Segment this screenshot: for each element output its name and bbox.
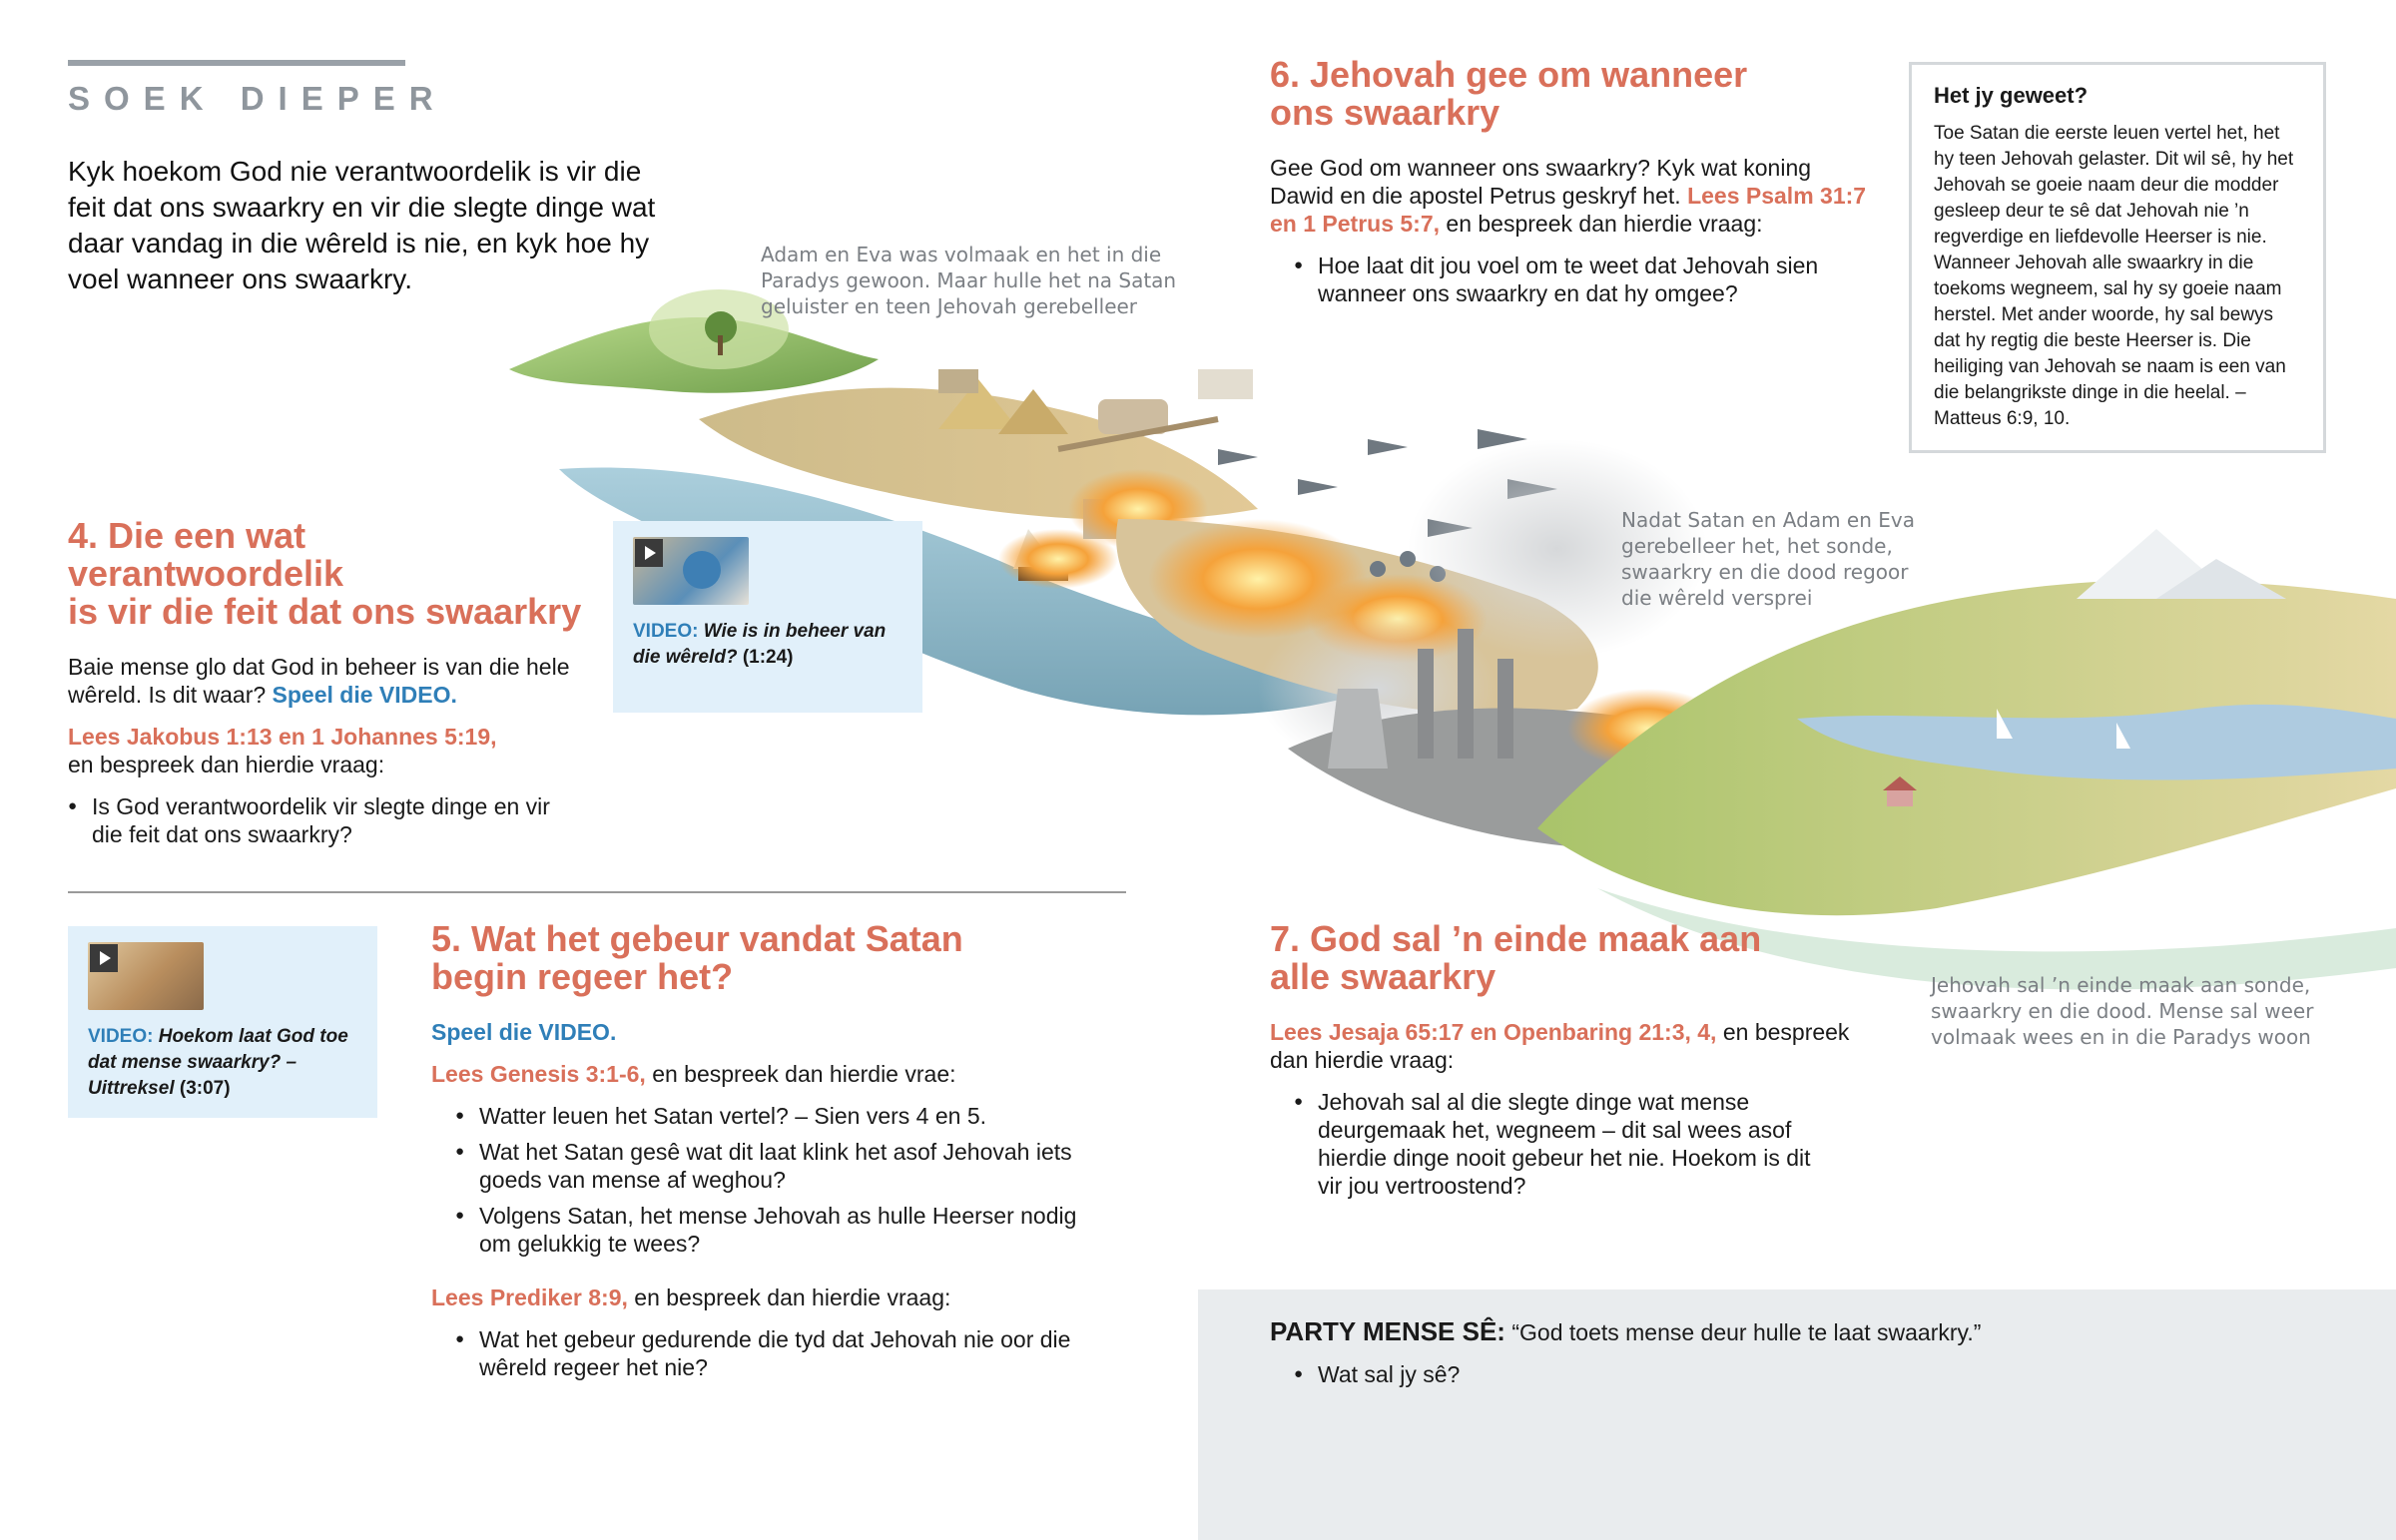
reading-instruction: en bespreek dan hierdie vraag:: [68, 752, 385, 777]
section-6-questions: [1270, 252, 1869, 307]
title-line: 6. Jehovah gee om wanneer: [1270, 54, 1748, 95]
reading-instruction: en bespreek dan hierdie vraag:: [1446, 211, 1763, 237]
some-people-say-label: PARTY MENSE SÊ:: [1270, 1316, 1505, 1346]
intro-paragraph: Kyk hoekom God nie verantwoordelik is vir die feit dat ons swaarkry en vir die slegte dinge wat daar vandag in die wêreld is nie, en kyk hoe hy voel wanneer ons swaarkry.: [68, 156, 656, 294]
some-people-say-line: [1270, 1317, 2348, 1346]
question-item: ● Wat het gebeur gedurende die tyd dat Jehovah nie oor die wêreld regeer het nie?: [455, 1325, 1080, 1381]
question-item: ● Volgens Satan, het mense Jehovah as hulle Heerser nodig om gelukkig te wees?: [455, 1202, 1080, 1258]
video-thumbnail[interactable]: [88, 942, 204, 1010]
caption-paradise: [761, 242, 1176, 319]
video-duration: (1:24): [742, 647, 794, 668]
question-item: ● Watter leuen het Satan vertel? – Sien vers 4 en 5.: [455, 1102, 1080, 1130]
did-you-know-box: [1909, 62, 2326, 453]
section-6-text: [1270, 154, 1869, 238]
some-people-say-quote: “God toets mense deur hulle te laat swaarkry.”: [1511, 1319, 1982, 1345]
section-6-title: [1270, 56, 1869, 132]
caption-line: Paradys gewoon. Maar hulle het na Satan: [761, 268, 1177, 292]
section-4-question: Baie mense glo dat God in beheer is van die hele wêreld. Is dit waar?: [68, 654, 570, 708]
caption-line: Nadat Satan en Adam en Eva: [1621, 508, 1915, 532]
scripture-reference[interactable]: Lees Psalm 31:7 en 1 Petrus 5:7,: [1270, 183, 1867, 237]
play-video-link[interactable]: Speel die VIDEO.: [272, 682, 457, 708]
section-4-title: [68, 517, 587, 631]
did-you-know-title: Het jy geweet?: [1934, 83, 2089, 108]
caption-line: gerebelleer het, het sonde,: [1621, 534, 1893, 558]
section-4-text: [68, 653, 587, 709]
section-4-reading: [68, 723, 587, 778]
caption-line: volmaak wees en in die Paradys woon: [1931, 1025, 2311, 1049]
scripture-reference[interactable]: Lees Prediker 8:9,: [431, 1284, 628, 1310]
video-thumbnail[interactable]: [633, 537, 749, 605]
section-5-reading-2: [431, 1283, 1080, 1311]
section-4-questions: [68, 792, 587, 848]
title-line: 7. God sal ’n einde maak aan: [1270, 918, 1762, 959]
caption-line: die wêreld versprei: [1621, 586, 1813, 610]
section-7-reading: [1270, 1018, 1869, 1074]
reading-instruction: en bespreek dan hierdie vraag:: [1270, 1019, 1850, 1073]
section-5-questions-1: [431, 1102, 1080, 1258]
globe-icon: [683, 551, 721, 589]
scripture-reference[interactable]: Lees Jakobus 1:13 en 1 Johannes 5:19,: [68, 724, 497, 750]
some-people-say-panel: [1198, 1289, 2396, 1540]
video-label: [88, 1024, 357, 1102]
scripture-reference[interactable]: Lees Jesaja 65:17 en Openbaring 21:3, 4,: [1270, 1019, 1717, 1045]
section-6: [1270, 56, 1869, 315]
question-item: ● Hoe laat dit jou voel om te weet dat Jehovah sien wanneer ons swaarkry en dat hy omgee?: [1294, 252, 1869, 307]
caption-line: geluister en teen Jehovah gerebelleer: [761, 294, 1138, 318]
some-people-say-content: [1270, 1317, 2348, 1396]
video-tag: VIDEO:: [633, 621, 699, 642]
title-line: ons swaarkry: [1270, 92, 1500, 133]
reading-instruction: en bespreek dan hierdie vrae:: [652, 1061, 956, 1087]
did-you-know-text: Toe Satan die eerste leuen vertel het, het hy teen Jehovah gelaster. Dit wil sê, hy het Jehovah se goeie naam deur die modder gesleep deur te sê dat Jehovah nie ’n regverdige en liefdevolle Heerser is nie. Wanneer Jehovah alle swaarkry in die toekoms wegneem, sal hy sy goeie naam herstel. Met ander woorde, hy sal bewys dat hy regtig die beste Heerser is. Die heiliging van Jehovah se naam is een van die belangrikste dinge in die heelal. – Matteus 6:9, 10.: [1934, 123, 2294, 429]
question-item: ● Is God verantwoordelik vir slegte dinge en vir die feit dat ons swaarkry?: [68, 792, 587, 848]
video-title: Hoekom laat God toe dat mense swaarkry? – Uittreksel: [88, 1026, 348, 1099]
reading-instruction: en bespreek dan hierdie vraag:: [634, 1284, 951, 1310]
section-5-title: [431, 920, 1080, 996]
section-7: [1270, 920, 1869, 1208]
play-icon[interactable]: [90, 944, 118, 972]
question-item: ● Jehovah sal al die slegte dinge wat mense deurgemaak het, wegneem – dit sal wees asof hierdie dinge nooit gebeur het nie. Hoekom is dit vir jou vertroostend?: [1294, 1088, 1833, 1200]
caption-line: Jehovah sal ’n einde maak aan sonde,: [1931, 973, 2311, 997]
caption-line: swaarkry en die dood. Mense sal weer: [1931, 999, 2314, 1023]
section-7-title: [1270, 920, 1869, 996]
section-4: [68, 517, 587, 856]
title-line: begin regeer het?: [431, 956, 734, 997]
video-title: Wie is in beheer van die wêreld?: [633, 621, 887, 668]
caption-future: [1931, 972, 2313, 1050]
section-5-video: [431, 1018, 1080, 1046]
some-people-say-questions: [1270, 1360, 2348, 1388]
caption-line: swaarkry en die dood regoor: [1621, 560, 1909, 584]
video-label: [633, 619, 902, 671]
section-5-questions-2: [431, 1325, 1080, 1381]
section-5-reading-1: [431, 1060, 1080, 1088]
section-divider: [68, 891, 1126, 893]
play-video-link[interactable]: Speel die VIDEO.: [431, 1019, 617, 1045]
video-tag: VIDEO:: [88, 1026, 154, 1047]
video-card-who-is-in-control[interactable]: [613, 521, 922, 713]
video-card-why-god-allows-suffering[interactable]: [68, 926, 377, 1118]
play-icon[interactable]: [635, 539, 663, 567]
section-7-questions: [1270, 1088, 1833, 1200]
caption-line: Adam en Eva was volmaak en het in die: [761, 243, 1162, 266]
title-line: 4. Die een wat verantwoordelik: [68, 515, 344, 594]
section-6-intro: Gee God om wanneer ons swaarkry? Kyk wat koning Dawid en die apostel Petrus geskryf het.: [1270, 155, 1812, 209]
scripture-reference[interactable]: Lees Genesis 3:1-6,: [431, 1061, 646, 1087]
caption-rebellion: [1621, 507, 1915, 611]
kicker-rule: [68, 60, 405, 66]
section-5: [431, 920, 1080, 1389]
video-duration: (3:07): [179, 1078, 231, 1099]
question-item: ● Wat sal jy sê?: [1294, 1360, 2348, 1388]
kicker-label: SOEK DIEPER: [68, 80, 447, 117]
title-line: 5. Wat het gebeur vandat Satan: [431, 918, 963, 959]
title-line: alle swaarkry: [1270, 956, 1497, 997]
question-item: ● Wat het Satan gesê wat dit laat klink het asof Jehovah iets goeds van mense af weghou?: [455, 1138, 1080, 1194]
title-line: is vir die feit dat ons swaarkry: [68, 591, 582, 632]
